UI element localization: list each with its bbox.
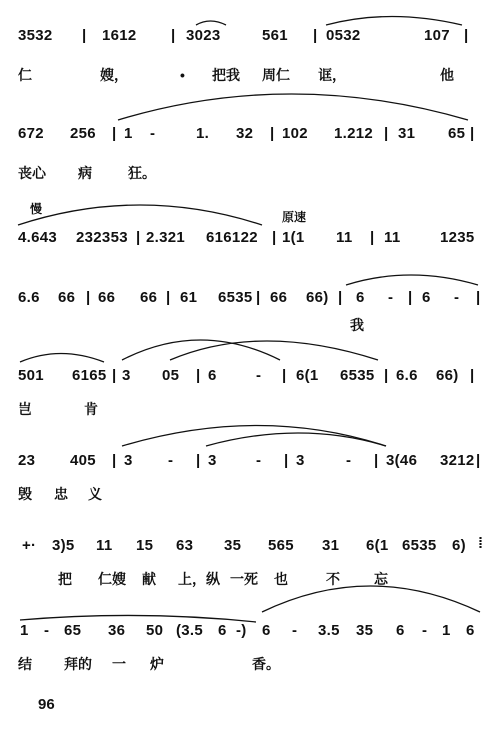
lyric: 毁 — [18, 486, 32, 502]
note-group: 65 — [448, 125, 466, 142]
note-group: 6 — [396, 622, 405, 639]
note-group: 31 — [322, 537, 340, 554]
note-group: 31 — [398, 125, 416, 142]
barline: | — [476, 452, 481, 469]
note-group: 102 — [282, 125, 308, 142]
note-group: 66) — [306, 289, 329, 306]
note-group: 501 — [18, 367, 44, 384]
note-group: 66) — [436, 367, 459, 384]
barline: | — [464, 27, 469, 44]
note-group: 6 — [356, 289, 365, 306]
note-group: 6(1 — [366, 537, 389, 554]
note-group: 1612 — [102, 27, 137, 44]
note-group: 3 — [122, 367, 131, 384]
note-group: 1235 — [440, 229, 475, 246]
barline: | — [272, 229, 277, 246]
note-group: 6 — [422, 289, 431, 306]
note-group: 36 — [108, 622, 126, 639]
note-group: 6 — [466, 622, 475, 639]
lyric: 周仁 — [262, 67, 290, 83]
note-group: 05 — [162, 367, 180, 384]
note-group: - — [346, 452, 352, 469]
slur — [118, 94, 468, 120]
slur — [346, 275, 478, 285]
barline: | — [282, 367, 287, 384]
note-group: (3.5 — [176, 622, 204, 639]
note-group: - — [168, 452, 174, 469]
note-group: 1(1 — [282, 229, 305, 246]
barline: | — [136, 229, 141, 246]
note-group: 6165 — [72, 367, 107, 384]
note-group: 565 — [268, 537, 294, 554]
lyric: • — [180, 67, 185, 83]
barline: | — [384, 125, 389, 142]
note-group: 6.6 — [396, 367, 418, 384]
lyric: 也 — [274, 571, 288, 587]
note-group: 616122 — [206, 229, 258, 246]
note-group: 1.212 — [334, 125, 374, 142]
barline: | — [374, 452, 379, 469]
note-group: - — [454, 289, 460, 306]
note-group: 3532 — [18, 27, 53, 44]
note-group: 4.643 — [18, 229, 58, 246]
note-group: 1. — [196, 125, 210, 142]
lyric: 把我 — [212, 67, 240, 83]
note-group: 3)5 — [52, 537, 75, 554]
note-group: 6) — [452, 537, 466, 554]
barline: | — [256, 289, 261, 306]
note-group: 1 — [442, 622, 451, 639]
barline: | — [470, 367, 475, 384]
note-group: 50 — [146, 622, 164, 639]
note-group: 15 — [136, 537, 154, 554]
barline: | — [82, 27, 87, 44]
note-group: 107 — [424, 27, 450, 44]
lyric: 献 — [142, 571, 156, 587]
barline: | — [196, 367, 201, 384]
note-group: 3023 — [186, 27, 221, 44]
note-group: 256 — [70, 125, 96, 142]
note-group: 6 — [218, 622, 227, 639]
tempo-marking: 慢 — [30, 202, 43, 216]
note-group: 3 — [208, 452, 217, 469]
repeat-sign: +· — [22, 537, 37, 554]
lyric: 一死 — [230, 571, 258, 587]
note-group: 232353 — [76, 229, 128, 246]
barline: | — [408, 289, 413, 306]
note-group: 11 — [96, 537, 113, 554]
note-group: 0532 — [326, 27, 361, 44]
note-group: - — [256, 367, 262, 384]
lyric: 仁嫂 — [98, 571, 126, 587]
note-group: 3212 — [440, 452, 475, 469]
slur — [20, 615, 256, 622]
note-group: 11 — [384, 229, 401, 246]
note-group: 66 — [140, 289, 158, 306]
note-group: - — [292, 622, 298, 639]
barline: | — [313, 27, 318, 44]
note-group: 3 — [296, 452, 305, 469]
barline: | — [166, 289, 171, 306]
note-group: 6.6 — [18, 289, 40, 306]
lyric: 丧心 — [18, 165, 46, 181]
note-group: 6 — [262, 622, 271, 639]
note-group: - — [150, 125, 156, 142]
note-group: 3(46 — [386, 452, 418, 469]
barline: | — [284, 452, 289, 469]
note-group: 6 — [208, 367, 217, 384]
slur — [206, 433, 386, 446]
slur — [196, 21, 226, 25]
note-group: 6535 — [218, 289, 253, 306]
lyric: 忘 — [374, 571, 388, 587]
barline: | — [112, 452, 117, 469]
lyric: 病 — [78, 165, 92, 181]
slur — [326, 17, 462, 26]
note-group: 6535 — [340, 367, 375, 384]
lyric: 结 — [18, 656, 32, 672]
note-group: 61 — [180, 289, 198, 306]
lyric: 他 — [440, 67, 454, 83]
barline: | — [196, 452, 201, 469]
barline: | — [86, 289, 91, 306]
note-group: - — [256, 452, 262, 469]
note-group: - — [44, 622, 50, 639]
note-group: 405 — [70, 452, 96, 469]
lyric: 诓， — [318, 67, 346, 83]
lyric: 忠 — [54, 486, 68, 502]
note-group: -) — [236, 622, 247, 639]
barline: | — [470, 125, 475, 142]
note-group: 1 — [124, 125, 133, 142]
tempo-marking: 原速 — [282, 210, 307, 224]
slur — [20, 354, 104, 363]
note-group: 2.321 — [146, 229, 186, 246]
note-group: 11 — [336, 229, 353, 246]
barline: | — [476, 289, 481, 306]
barline: | — [370, 229, 375, 246]
slur — [18, 205, 262, 225]
lyric: 一 — [112, 656, 126, 672]
slur — [262, 586, 480, 612]
note-group: 6535 — [402, 537, 437, 554]
note-group: 66 — [270, 289, 288, 306]
lyric: 不 — [326, 571, 340, 587]
lyric: 岂 — [18, 401, 32, 417]
note-group: 1 — [20, 622, 29, 639]
lyric: 拜的 — [64, 656, 92, 672]
note-group: 35 — [356, 622, 374, 639]
note-group: 65 — [64, 622, 82, 639]
barline: | — [270, 125, 275, 142]
barline: | — [112, 367, 117, 384]
note-group: 32 — [236, 125, 254, 142]
lyric: 义 — [88, 486, 102, 502]
note-group: - — [422, 622, 428, 639]
repeat-end-sign: ⁞ — [478, 535, 484, 552]
note-group: 3 — [124, 452, 133, 469]
lyric: 炉 — [150, 656, 164, 672]
note-group: 3.5 — [318, 622, 340, 639]
barline: | — [112, 125, 117, 142]
page-number: 96 — [38, 696, 55, 713]
note-group: 23 — [18, 452, 36, 469]
lyric: 狂。 — [128, 165, 156, 181]
note-group: 66 — [58, 289, 76, 306]
note-group: - — [388, 289, 394, 306]
lyric: 我 — [350, 317, 364, 333]
lyric: 肯 — [84, 401, 98, 417]
lyric: 把 — [58, 571, 72, 587]
lyric: 香。 — [252, 656, 280, 672]
lyric: 上，纵 — [178, 571, 220, 587]
note-group: 6(1 — [296, 367, 319, 384]
note-group: 63 — [176, 537, 194, 554]
barline: | — [171, 27, 176, 44]
lyric: 仁 — [18, 67, 32, 83]
lyric: 嫂， — [100, 67, 128, 83]
note-group: 561 — [262, 27, 288, 44]
note-group: 35 — [224, 537, 242, 554]
barline: | — [338, 289, 343, 306]
note-group: 66 — [98, 289, 116, 306]
note-group: 672 — [18, 125, 44, 142]
barline: | — [384, 367, 389, 384]
